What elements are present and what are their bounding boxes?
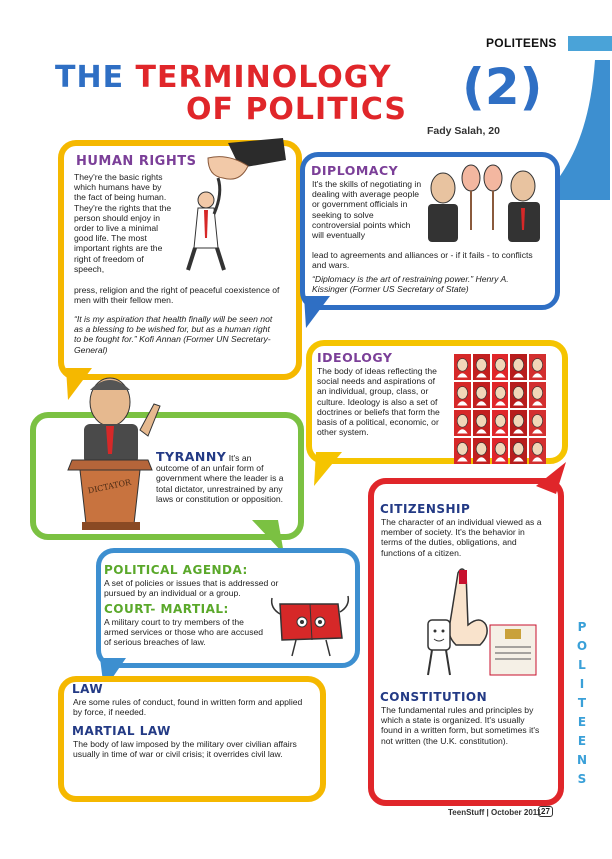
face-portrait-icon [529, 410, 546, 436]
face-portrait-icon [529, 382, 546, 408]
book-character-illustration-icon [268, 590, 354, 660]
human-rights-body-bottom: press, religion and the right of peaceful coexistence of men with their fellow men. [74, 285, 280, 306]
ideology-bubble-tail [310, 452, 350, 490]
citizenship-heading: CITIZENSHIP [380, 502, 471, 516]
diplomacy-bubble-tail [300, 296, 340, 332]
constitution-heading: CONSTITUTION [380, 690, 488, 704]
face-portrait-icon [454, 438, 471, 464]
faces-grid-illustration [454, 354, 546, 440]
face-portrait-icon [473, 410, 490, 436]
citizenship-bubble-tail [532, 458, 572, 498]
constitution-body: The fundamental rules and principles by which a state is organized. It's usually found in a written form, but sometimes it's not written (the U.K. constitution). [381, 705, 540, 746]
face-portrait-icon [492, 354, 509, 380]
human-rights-body-top: They're the basic rights which humans have by the fact of being human. They're the rights that the person should enjoy in order to live a minimal good life. The most important rights are the right of freedom of speech, [74, 172, 172, 274]
section-tag: POLITEENS [486, 36, 557, 50]
page-title-line1: THE TERMINOLOGY [55, 60, 392, 95]
face-portrait-icon [510, 382, 527, 408]
diplomacy-quote: “Diplomacy is the art of restraining power.” Henry A. Kissinger (Former US Secretary of State) [312, 274, 509, 295]
human-rights-heading: HUMAN RIGHTS [76, 154, 197, 169]
diplomacy-body-top: It's the skills of negotiating in dealing with average people or government officials in seeking to solve controversial points which will eventually [312, 179, 422, 241]
voting-finger-illustration-icon [420, 565, 540, 685]
section-color-bar [568, 36, 612, 51]
diplomats-illustration-icon [423, 160, 545, 246]
face-portrait-icon [473, 438, 490, 464]
tyranny-text: TYRANNY It's an outcome of an unfair form of government where the leader is a total dictator, unrestrained by any laws or constitution or opposition. [156, 449, 284, 504]
face-portrait-icon [473, 382, 490, 408]
political-agenda-body: A set of policies or issues that is addressed or pursued by an individual or a group. [104, 578, 279, 599]
page-number: 27 [538, 806, 553, 817]
podium-label: DICTATOR [87, 477, 132, 496]
face-portrait-icon [454, 354, 471, 380]
ideology-heading: IDEOLOGY [317, 350, 393, 365]
face-portrait-icon [510, 410, 527, 436]
face-portrait-icon [492, 438, 509, 464]
handshake-illustration-icon [178, 138, 288, 278]
martial-law-heading: MARTIAL LAW [72, 724, 171, 738]
law-heading: LAW [72, 682, 104, 696]
face-portrait-icon [510, 354, 527, 380]
diplomacy-heading: DIPLOMACY [311, 163, 399, 178]
human-rights-quote: “It is my aspiration that health finally will be seen not as a blessing to be wished for, but as a human right to be fought for.” Kofi Annan (Former UN Secretary-General) [74, 314, 273, 355]
political-agenda-heading: POLITICAL AGENDA: [104, 563, 248, 577]
citizenship-body: The character of an individual viewed as a member of society. It's the behavior in terms of the duties, obligations, and functions of a citizen. [381, 517, 542, 558]
face-portrait-icon [510, 438, 527, 464]
author-byline: Fady Salah, 20 [427, 125, 500, 137]
court-martial-body: A military court to try members of the armed services or those who are accused of serious breaches of law. [104, 617, 264, 648]
ideology-body: The body of ideas reflecting the social needs and aspirations of an individual, group, class, or culture. Ideology is also a set of doctrines or beliefs that form the basis of a political, economic, or other system. [317, 366, 440, 438]
footer-publication: TeenStuff | October 2011 [448, 808, 542, 817]
court-martial-heading: COURT- MARTIAL: [104, 602, 229, 616]
page-title-line2: OF POLITICS [186, 92, 408, 127]
face-portrait-icon [492, 382, 509, 408]
face-portrait-icon [454, 382, 471, 408]
law-body: Are some rules of conduct, found in written form and applied by force, if needed. [73, 697, 303, 718]
side-vertical-text: P O L I T E E N S [576, 620, 588, 786]
diplomacy-body-bottom: lead to agreements and alliances or - if it fails - to conflicts and wars. [312, 250, 533, 271]
face-portrait-icon [492, 410, 509, 436]
martial-law-body: The body of law imposed by the military over civilian affairs usually in time of war or civil crisis; it overrides civil law. [73, 739, 297, 760]
face-portrait-icon [529, 354, 546, 380]
issue-number: (2) [462, 58, 543, 116]
face-portrait-icon [454, 410, 471, 436]
face-portrait-icon [473, 354, 490, 380]
